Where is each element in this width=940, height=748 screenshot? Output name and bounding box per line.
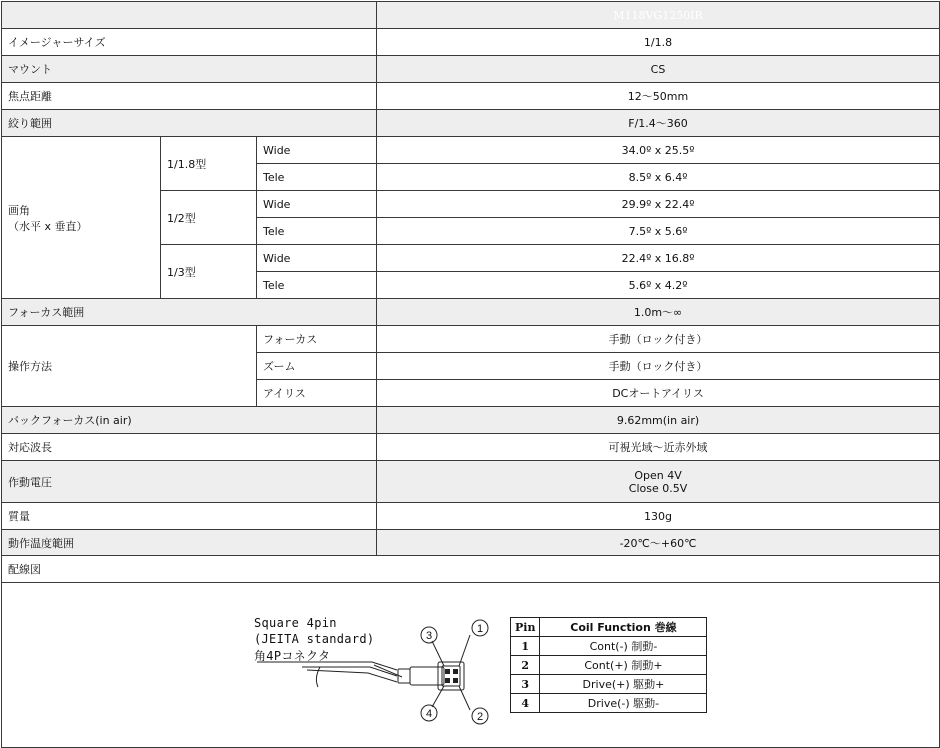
- aperture-label: 絞り範囲: [2, 110, 377, 137]
- pin-4-dot: [445, 678, 450, 683]
- wiring-label: 配線図: [2, 556, 940, 583]
- pin-3-dot: [445, 669, 450, 674]
- header-blank-cell: [2, 2, 377, 29]
- connector-body: [410, 667, 444, 685]
- back-focus-value: 9.62mm(in air): [377, 407, 940, 434]
- aperture-value: F/1.4〜360: [377, 110, 940, 137]
- connector-label-2: (JEITA standard): [254, 632, 375, 646]
- callout-number-2: 2: [476, 711, 484, 723]
- angle-tele-label-1: Tele: [257, 164, 377, 191]
- pin-table-header: [511, 618, 707, 637]
- wiring-row: [2, 556, 940, 583]
- focal-length-row: [2, 83, 940, 110]
- pin-number-4: 4: [511, 694, 540, 713]
- callout-number-4: 4: [425, 708, 433, 720]
- pin-1-dot: [453, 669, 458, 674]
- wiring-diagram: [2, 583, 938, 747]
- angle-wide-value-2: 29.9º x 22.4º: [377, 191, 940, 218]
- angle-size-3: 1/3型: [161, 245, 257, 299]
- wavelength-value: 可視光域〜近赤外域: [377, 434, 940, 461]
- voltage-row: [2, 461, 940, 503]
- angle-tele-value-1: 8.5º x 6.4º: [377, 164, 940, 191]
- temperature-row: [2, 530, 940, 556]
- angle-wide-value-1: 34.0º x 25.5º: [377, 137, 940, 164]
- pin-row-2: [511, 656, 707, 675]
- focus-range-label: フォーカス範囲: [2, 299, 377, 326]
- connector-label-1: Square 4pin: [254, 616, 337, 630]
- focus-range-row: [2, 299, 940, 326]
- angle-tele-value-3: 5.6º x 4.2º: [377, 272, 940, 299]
- temperature-label: 動作温度範囲: [2, 530, 377, 556]
- angle-wide-value-3: 22.4º x 16.8º: [377, 245, 940, 272]
- aperture-row: [2, 110, 940, 137]
- operation-zoom-value: 手動（ロック付き）: [377, 353, 940, 380]
- angle-size-1: 1/1.8型: [161, 137, 257, 191]
- voltage-label: 作動電圧: [2, 461, 377, 503]
- angle-label: [2, 137, 161, 299]
- connector-drawing: [2, 583, 522, 747]
- pin-header: Pin: [511, 618, 540, 637]
- wavelength-row: [2, 434, 940, 461]
- callout-number-1: 1: [476, 623, 484, 635]
- operation-row-1: [2, 326, 940, 353]
- pin-number-1: 1: [511, 637, 540, 656]
- wavelength-label: 対応波長: [2, 434, 377, 461]
- mount-row: [2, 56, 940, 83]
- pin-function-1: Cont(-) 制動-: [540, 637, 707, 656]
- pin-table: [510, 617, 707, 713]
- image-size-label: イメージャーサイズ: [2, 29, 377, 56]
- wiring-diagram-row: [2, 583, 940, 748]
- voltage-close: Close 0.5V: [628, 481, 688, 495]
- pin-number-3: 3: [511, 675, 540, 694]
- operation-zoom-label: ズーム: [257, 353, 377, 380]
- operation-focus-label: フォーカス: [257, 326, 377, 353]
- operation-label: 操作方法: [2, 326, 257, 407]
- mount-label: マウント: [2, 56, 377, 83]
- leader-3: [432, 641, 444, 666]
- pin-function-4: Drive(-) 駆動-: [540, 694, 707, 713]
- focal-length-value: 12〜50mm: [377, 83, 940, 110]
- pin-row-1: [511, 637, 707, 656]
- leader-2: [459, 686, 470, 710]
- weight-row: [2, 503, 940, 530]
- image-size-row: [2, 29, 940, 56]
- operation-iris-value: DCオートアイリス: [377, 380, 940, 407]
- weight-value: 130g: [377, 503, 940, 530]
- angle-tele-label-2: Tele: [257, 218, 377, 245]
- angle-row-1: [2, 137, 940, 164]
- focal-length-label: 焦点距離: [2, 83, 377, 110]
- weight-label: 質量: [2, 503, 377, 530]
- spec-table: [1, 1, 940, 748]
- callout-number-3: 3: [425, 630, 433, 642]
- wiring-diagram-cell: [2, 583, 940, 748]
- pin-function-3: Drive(+) 駆動+: [540, 675, 707, 694]
- image-size-value: 1/1.8: [377, 29, 940, 56]
- angle-wide-label-3: Wide: [257, 245, 377, 272]
- operation-focus-value: 手動（ロック付き）: [377, 326, 940, 353]
- angle-label-line1: 画角: [8, 203, 30, 217]
- focus-range-value: 1.0m〜∞: [377, 299, 940, 326]
- pin-row-4: [511, 694, 707, 713]
- pin-function-2: Cont(+) 制動+: [540, 656, 707, 675]
- angle-size-2: 1/2型: [161, 191, 257, 245]
- pin-2-dot: [453, 678, 458, 683]
- back-focus-label: バックフォーカス(in air): [2, 407, 377, 434]
- function-header: Coil Function 巻線: [540, 618, 707, 637]
- operation-iris-label: アイリス: [257, 380, 377, 407]
- temperature-value: -20℃〜+60℃: [377, 530, 940, 556]
- angle-wide-label-1: Wide: [257, 137, 377, 164]
- back-focus-row: [2, 407, 940, 434]
- pin-number-2: 2: [511, 656, 540, 675]
- angle-tele-value-2: 7.5º x 5.6º: [377, 218, 940, 245]
- mount-value: CS: [377, 56, 940, 83]
- header-row: [2, 2, 940, 29]
- angle-wide-label-2: Wide: [257, 191, 377, 218]
- leader-1: [459, 635, 470, 666]
- voltage-open: Open 4V: [634, 468, 682, 482]
- voltage-value: [377, 461, 940, 503]
- connector-label-3: 角4Pコネクタ: [254, 649, 331, 663]
- model-name: M118VG1250IR: [377, 2, 940, 29]
- angle-label-line2: （水平 x 垂直）: [8, 219, 88, 233]
- angle-tele-label-3: Tele: [257, 272, 377, 299]
- pin-row-3: [511, 675, 707, 694]
